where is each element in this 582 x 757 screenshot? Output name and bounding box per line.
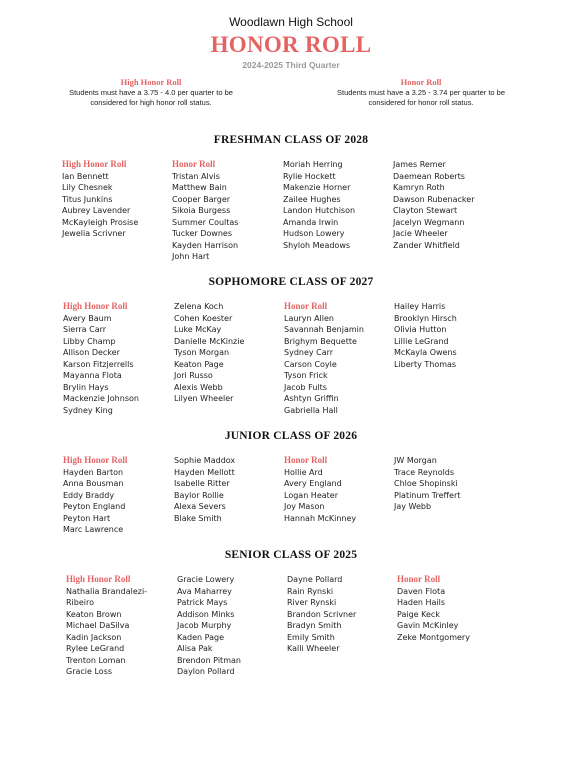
name-column [62, 159, 172, 240]
honor-level-heading: Honor Roll [172, 159, 216, 169]
criteria-heading: Honor Roll [400, 77, 442, 87]
name-column [63, 301, 173, 416]
student-name: Clayton Stewart [393, 206, 458, 215]
student-name: Jacob Murphy [177, 621, 232, 630]
student-name: Landon Hutchison [283, 206, 356, 215]
name-column [287, 574, 397, 655]
student-name: Makenzie Horner [283, 183, 351, 192]
student-name: Peyton Hart [63, 513, 111, 523]
name-column [397, 574, 507, 643]
student-name: Keaton Page [174, 359, 224, 369]
student-name: Karson Fitzjerrells [63, 359, 134, 369]
student-name: Titus Junkins [62, 194, 113, 204]
school-name: Woodlawn High School [229, 15, 353, 29]
student-name: Libby Champ [63, 336, 116, 346]
student-name: Danielle McKinzie [174, 336, 245, 346]
name-column [174, 301, 284, 405]
student-name: Sikoia Burgess [172, 206, 231, 215]
student-name: Jewelia Scrivner [62, 229, 126, 238]
student-name: Kadin Jackson [66, 632, 122, 642]
student-name: John Hart [172, 252, 210, 261]
student-name: Hudson Lowery [283, 229, 345, 238]
student-name: Luke McKay [174, 325, 222, 334]
criteria-text: Students must have a 3.25 - 3.74 per quarter to be considered for honor roll status. [336, 88, 506, 107]
name-column [63, 455, 173, 536]
student-name: Cohen Koester [174, 313, 233, 323]
student-name: Platinum Treffert [394, 490, 461, 500]
honor-level-heading: Honor Roll [397, 574, 441, 584]
student-name: Sydney King [63, 405, 113, 415]
student-name: Alexa Severs [174, 502, 226, 511]
student-name: Blake Smith [174, 513, 222, 523]
student-name: Baylor Rollie [174, 490, 224, 500]
student-name: Tucker Downes [172, 229, 232, 238]
student-name: McKayleigh Prosise [62, 217, 139, 227]
student-name: Ian Bennett [62, 171, 109, 181]
student-name: Daven Flota [397, 586, 446, 596]
honor-level-heading: Honor Roll [284, 455, 328, 465]
student-name: Brandon Scrivner [287, 609, 357, 619]
student-name: Carson Coyle [284, 359, 337, 369]
student-name: Alisa Pak [177, 644, 213, 653]
student-name: Anna Bousman [63, 479, 124, 488]
student-name: Rylie Hockett [283, 171, 336, 181]
name-column [394, 455, 504, 513]
student-name: McKayla Owens [394, 348, 457, 357]
student-name: Lillie LeGrand [394, 336, 449, 346]
student-name: Ashtyn Griffin [284, 394, 339, 403]
student-name: Marc Lawrence [63, 525, 124, 534]
student-name: Olivia Hutton [394, 325, 447, 334]
student-name: Hayden Mellott [174, 467, 235, 477]
student-name: Paige Keck [397, 609, 440, 619]
student-name: Logan Heater [284, 490, 338, 500]
student-name: Brendon Pitman [177, 655, 241, 665]
student-name: Tyson Frick [284, 371, 328, 380]
student-name: Keaton Brown [66, 609, 122, 619]
student-name: Rain Rynski [287, 586, 334, 596]
name-column [284, 301, 394, 416]
student-name: Summer Coultas [172, 217, 239, 227]
name-column [393, 159, 503, 251]
student-name: Dawson Rubenacker [393, 194, 475, 204]
section-title: JUNIOR CLASS OF 2026 [224, 430, 358, 442]
student-name: Moriah Herring [283, 160, 343, 169]
student-name: Hannah McKinney [284, 513, 357, 523]
student-name: Dayne Pollard [287, 575, 343, 584]
student-name: Lauryn Allen [284, 313, 334, 323]
name-column [394, 301, 504, 370]
student-name: Mayanna Flota [63, 371, 122, 380]
student-name: Addison Minks [177, 609, 235, 619]
student-name: Shyloh Meadows [283, 240, 351, 250]
student-name: Kalli Wheeler [287, 644, 340, 653]
section-title: SOPHOMORE CLASS OF 2027 [208, 276, 374, 288]
student-name: Chloe Shopinski [394, 479, 458, 488]
student-name: Zeke Montgomery [397, 632, 470, 642]
student-name: Kayden Harrison [172, 240, 239, 250]
honor-level-heading: High Honor Roll [63, 455, 128, 465]
student-name: Savannah Benjamin [284, 325, 364, 334]
student-name: JW Morgan [394, 456, 437, 465]
criteria-text: Students must have a 3.75 - 4.0 per quarter to be considered for high honor roll status. [69, 88, 233, 107]
student-name: Zander Whitfield [393, 240, 460, 250]
student-name: Avery Baum [63, 313, 112, 323]
student-name: Kamryn Roth [393, 183, 445, 192]
student-name: James Remer [393, 160, 446, 169]
student-name: Lilyen Wheeler [174, 394, 234, 403]
student-name: Avery England [284, 479, 342, 488]
student-name: Trenton Loman [66, 655, 126, 665]
student-name: Joy Mason [284, 502, 325, 511]
section-title: SENIOR CLASS OF 2025 [224, 549, 358, 561]
student-name: Sierra Carr [63, 325, 107, 334]
student-name: Peyton England [63, 502, 126, 511]
student-name: Lily Chesnek [62, 183, 113, 192]
student-name: Trace Reynolds [394, 467, 455, 477]
student-name: Patrick Mays [177, 598, 228, 607]
student-name: Ribeiro [66, 598, 95, 607]
student-name: Brylin Hays [63, 382, 109, 392]
student-name: River Rynski [287, 598, 337, 607]
student-name: Zailee Hughes [283, 194, 341, 204]
student-name: Mackenzie Johnson [63, 394, 139, 403]
name-column [66, 574, 176, 678]
student-name: Jay Webb [394, 502, 432, 511]
student-name: Eddy Braddy [63, 490, 115, 500]
honor-level-heading: High Honor Roll [63, 301, 128, 311]
student-name: Jori Russo [174, 371, 213, 380]
student-name: Hollie Ard [284, 467, 323, 477]
student-name: Bradyn Smith [287, 621, 342, 630]
honor-criteria [336, 77, 506, 108]
student-name: Amanda Irwin [283, 217, 339, 227]
student-name: Kaden Page [177, 632, 224, 642]
student-name: Daylon Pollard [177, 667, 235, 676]
student-name: Rylee LeGrand [66, 644, 125, 653]
student-name: Gavin McKinley [397, 621, 459, 630]
student-name: Sydney Carr [284, 348, 334, 357]
honor-level-heading: Honor Roll [284, 301, 328, 311]
student-name: Brooklyn Hirsch [394, 313, 457, 323]
student-name: Nathalia Brandalezi- [66, 586, 148, 596]
quarter-subtitle: 2024-2025 Third Quarter [242, 60, 340, 70]
student-name: Cooper Barger [172, 194, 231, 204]
student-name: Tyson Morgan [174, 348, 230, 357]
honor-level-heading: High Honor Roll [66, 574, 131, 584]
student-name: Zelena Koch [174, 302, 224, 311]
student-name: Alexis Webb [174, 382, 223, 392]
student-name: Jacie Wheeler [393, 229, 448, 238]
name-column [172, 159, 282, 263]
student-name: Hailey Harris [394, 302, 446, 311]
page-title: HONOR ROLL [210, 32, 372, 57]
student-name: Michael DaSilva [66, 621, 130, 630]
student-name: Hayden Barton [63, 467, 124, 477]
student-name: Ava Maharrey [177, 586, 232, 596]
student-name: Aubrey Lavender [62, 206, 131, 215]
student-name: Jacob Fults [284, 382, 327, 392]
student-name: Haden Hails [397, 598, 446, 607]
student-name: Isabelle Ritter [174, 479, 230, 488]
student-name: Liberty Thomas [394, 359, 457, 369]
student-name: Emily Smith [287, 632, 335, 642]
student-name: Matthew Bain [172, 183, 227, 192]
name-column [283, 159, 393, 251]
student-name: Gracie Loss [66, 667, 113, 676]
honor-level-heading: High Honor Roll [62, 159, 127, 169]
student-name: Gracie Lowery [177, 575, 235, 584]
student-name: Sophie Maddox [174, 456, 236, 465]
student-name: Gabriella Hall [284, 405, 338, 415]
student-name: Brighym Bequette [284, 336, 357, 346]
name-column [177, 574, 287, 678]
name-column [174, 455, 284, 524]
high-honor-criteria [66, 77, 236, 108]
student-name: Allison Decker [63, 348, 120, 357]
name-column [284, 455, 394, 524]
section-title: FRESHMAN CLASS OF 2028 [213, 134, 369, 146]
student-name: Tristan Alvis [172, 171, 220, 181]
student-name: Jacelyn Wegmann [393, 217, 465, 227]
criteria-heading: High Honor Roll [120, 77, 182, 87]
student-name: Daemean Roberts [393, 171, 465, 181]
